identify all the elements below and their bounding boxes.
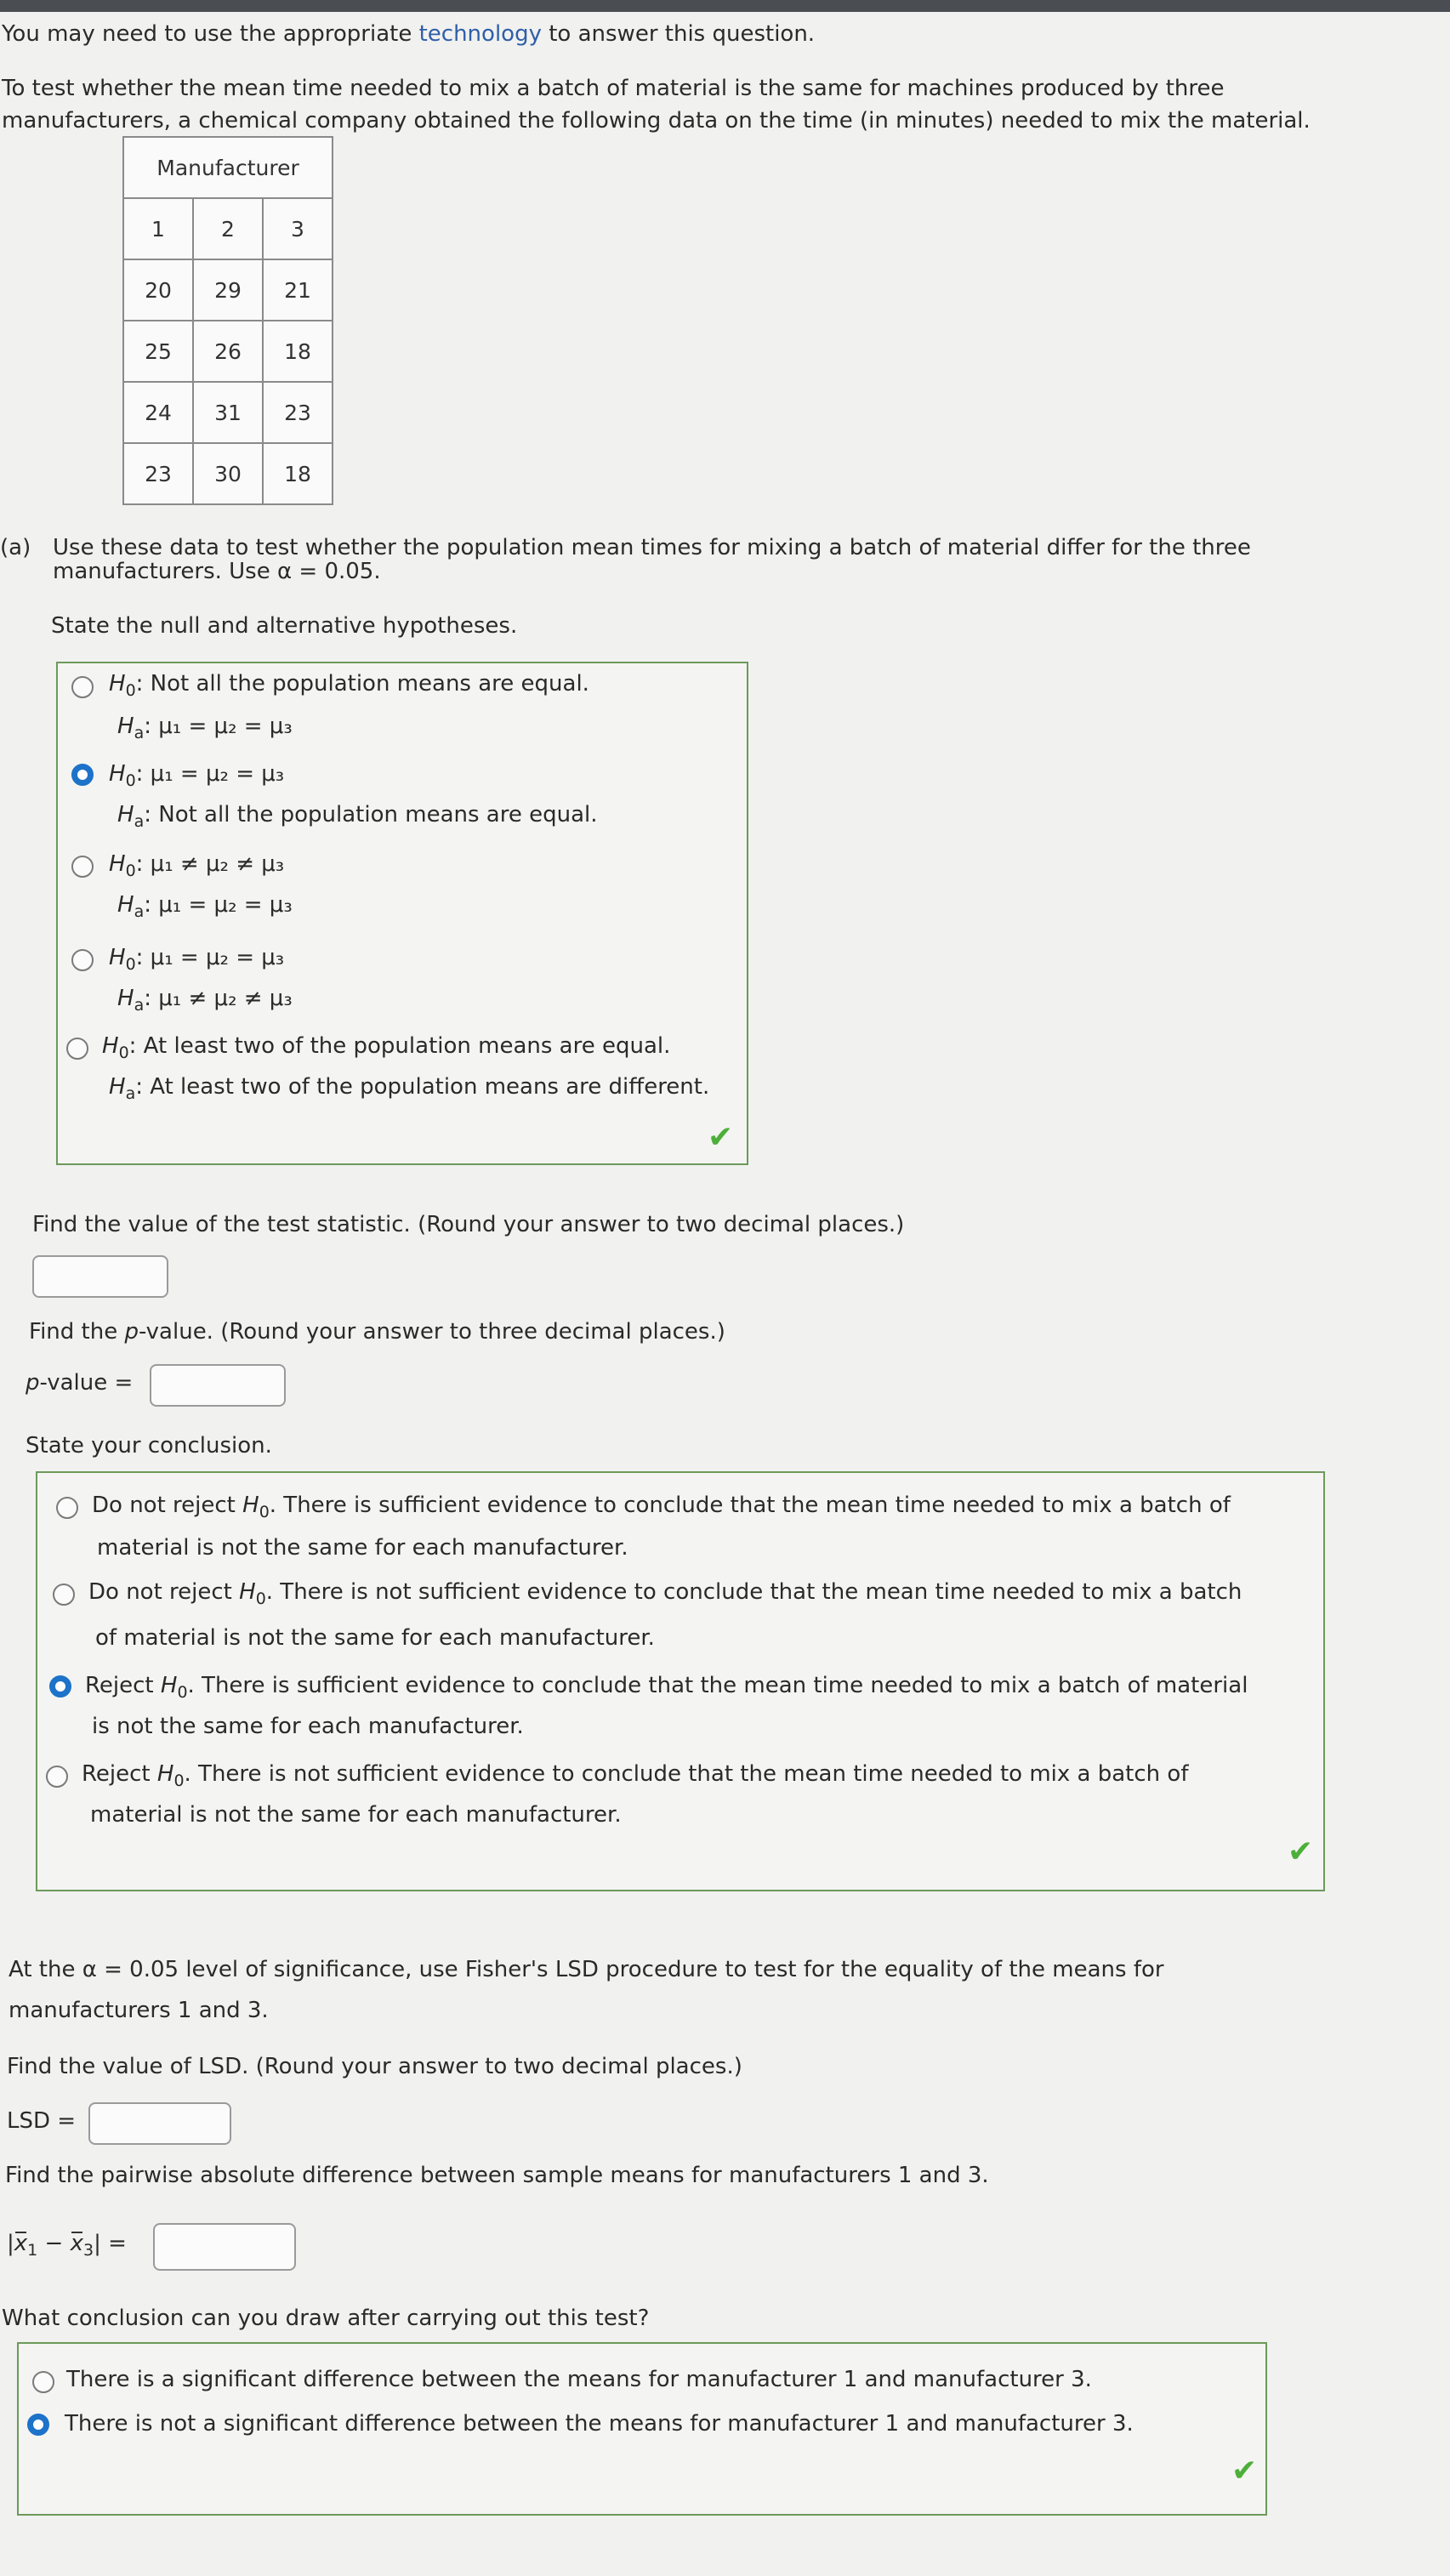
table-row [123, 321, 333, 382]
table-cell: 25 [123, 321, 193, 382]
table-cell: 31 [193, 382, 263, 443]
part-a-text-line1: Use these data to test whether the population mean times for mixing a batch of material differ for the three [53, 535, 1251, 560]
hypothesis-radio-3[interactable] [71, 856, 94, 878]
final-radio-1[interactable] [32, 2371, 54, 2393]
table-title: Manufacturer [123, 137, 333, 198]
correct-check-icon: ✔ [1231, 2454, 1258, 2488]
table-row [123, 382, 333, 443]
table-cell: 18 [263, 321, 333, 382]
test-stat-input[interactable] [32, 1255, 168, 1298]
conclusion-option-1-line2: material is not the same for each manufacturer. [97, 1535, 628, 1561]
conclusion-option-2-line2: of material is not the same for each manufacturer. [95, 1625, 655, 1651]
conclusion-radio-2[interactable] [53, 1584, 75, 1606]
test-stat-prompt: Find the value of the test statistic. (Round your answer to two decimal places.) [32, 1212, 905, 1237]
final-option-1: There is a significant difference between the means for manufacturer 1 and manufacturer 3. [66, 2367, 1092, 2392]
abs-diff-expression: $|x_1 - x_3|$ = [7, 2231, 127, 2260]
hypothesis-radio-4[interactable] [71, 949, 94, 971]
lsd-input[interactable] [88, 2102, 231, 2145]
conclusion-option-3-line1: Reject $H_0$. There is sufficient evidence to conclude that the mean time needed to mix a batch of material [85, 1673, 1248, 1702]
part-a-label: (a) [0, 535, 31, 560]
table-cell: 26 [193, 321, 263, 382]
column-header: 3 [263, 198, 333, 259]
lsd-label: LSD = [7, 2108, 77, 2134]
conclusion-radio-4[interactable] [46, 1766, 68, 1788]
intro-line [2, 20, 815, 48]
table-cell: 23 [263, 382, 333, 443]
column-header: 2 [193, 198, 263, 259]
hypotheses-prompt: State the null and alternative hypotheses. [51, 613, 518, 639]
table-cell: 20 [123, 259, 193, 321]
conclusion-option-4-line2: material is not the same for each manufacturer. [90, 1802, 622, 1828]
conclusion-radio-3-selected[interactable] [49, 1675, 71, 1697]
conclusion-option-4-line1: Reject $H_0$. There is not sufficient evidence to conclude that the mean time needed to mix a batch of [82, 1761, 1189, 1790]
pvalue-label: p-value = [26, 1370, 134, 1396]
hypothesis-option-1-h0: $H_0$: Not all the population means are equal. [109, 671, 589, 700]
conclusion-prompt: State your conclusion. [26, 1433, 272, 1459]
table-cell: 24 [123, 382, 193, 443]
table-cell: 23 [123, 443, 193, 504]
hypothesis-option-5-ha: $H_a$: At least two of the population means are different. [109, 1074, 710, 1103]
data-table [122, 136, 333, 505]
table-cell: 29 [193, 259, 263, 321]
pvalue-input[interactable] [150, 1364, 286, 1407]
table-cell: 21 [263, 259, 333, 321]
hypothesis-option-2-ha: $H_a$: Not all the population means are equal. [117, 802, 598, 831]
conclusion-radio-1[interactable] [56, 1497, 78, 1519]
hypothesis-option-4-h0: $H_0$: μ₁ = μ₂ = μ₃ [109, 945, 285, 974]
intro-text: You may need to use the appropriate [2, 21, 419, 47]
technology-link[interactable]: technology [418, 21, 542, 47]
hypothesis-option-1-ha: $H_a$: μ₁ = μ₂ = μ₃ [117, 714, 293, 742]
intro-text-suffix: to answer this question. [541, 21, 816, 47]
hypothesis-option-3-h0: $H_0$: μ₁ ≠ μ₂ ≠ μ₃ [109, 851, 285, 880]
lsd-prompt: Find the value of LSD. (Round your answer to two decimal places.) [7, 2054, 742, 2079]
pvalue-prompt: Find the p-value. (Round your answer to three decimal places.) [29, 1319, 725, 1345]
final-radio-2-selected[interactable] [27, 2414, 49, 2436]
conclusion-option-2-line1: Do not reject $H_0$. There is not sufficient evidence to conclude that the mean time needed to mix a batch [88, 1579, 1242, 1608]
part-a-text-line2: manufacturers. Use α = 0.05. [53, 559, 381, 584]
abs-diff-input[interactable] [153, 2223, 296, 2271]
final-conclusion-prompt: What conclusion can you draw after carrying out this test? [2, 2306, 650, 2331]
table-row [123, 259, 333, 321]
hypothesis-radio-2-selected[interactable] [71, 764, 94, 786]
column-header: 1 [123, 198, 193, 259]
hypothesis-option-3-ha: $H_a$: μ₁ = μ₂ = μ₃ [117, 892, 293, 921]
table-cell: 30 [193, 443, 263, 504]
hypothesis-radio-1[interactable] [71, 676, 94, 698]
lsd-intro-line1: At the α = 0.05 level of significance, use Fisher's LSD procedure to test for the equality of the means for [9, 1957, 1164, 1982]
correct-check-icon: ✔ [1288, 1834, 1314, 1869]
problem-text-line2: manufacturers, a chemical company obtained the following data on the time (in minutes) needed to mix the material. [2, 108, 1311, 134]
hypothesis-radio-5[interactable] [66, 1038, 88, 1060]
hypothesis-option-2-h0: $H_0$: μ₁ = μ₂ = μ₃ [109, 761, 285, 790]
window-top-bar [0, 0, 1450, 12]
table-cell: 18 [263, 443, 333, 504]
final-option-2: There is not a significant difference between the means for manufacturer 1 and manufacturer 3. [65, 2411, 1134, 2437]
correct-check-icon: ✔ [708, 1120, 734, 1155]
hypothesis-option-4-ha: $H_a$: μ₁ ≠ μ₂ ≠ μ₃ [117, 986, 293, 1015]
table-row [123, 443, 333, 504]
problem-text-line1: To test whether the mean time needed to mix a batch of material is the same for machines produced by three [2, 76, 1225, 101]
pairwise-diff-prompt: Find the pairwise absolute difference between sample means for manufacturers 1 and 3. [5, 2163, 989, 2188]
hypothesis-option-5-h0: $H_0$: At least two of the population means are equal. [102, 1033, 671, 1062]
conclusion-option-3-line2: is not the same for each manufacturer. [92, 1714, 524, 1739]
lsd-intro-line2: manufacturers 1 and 3. [9, 1998, 269, 2023]
conclusion-option-1-line1: Do not reject $H_0$. There is sufficient evidence to conclude that the mean time needed to mix a batch of [92, 1493, 1231, 1521]
